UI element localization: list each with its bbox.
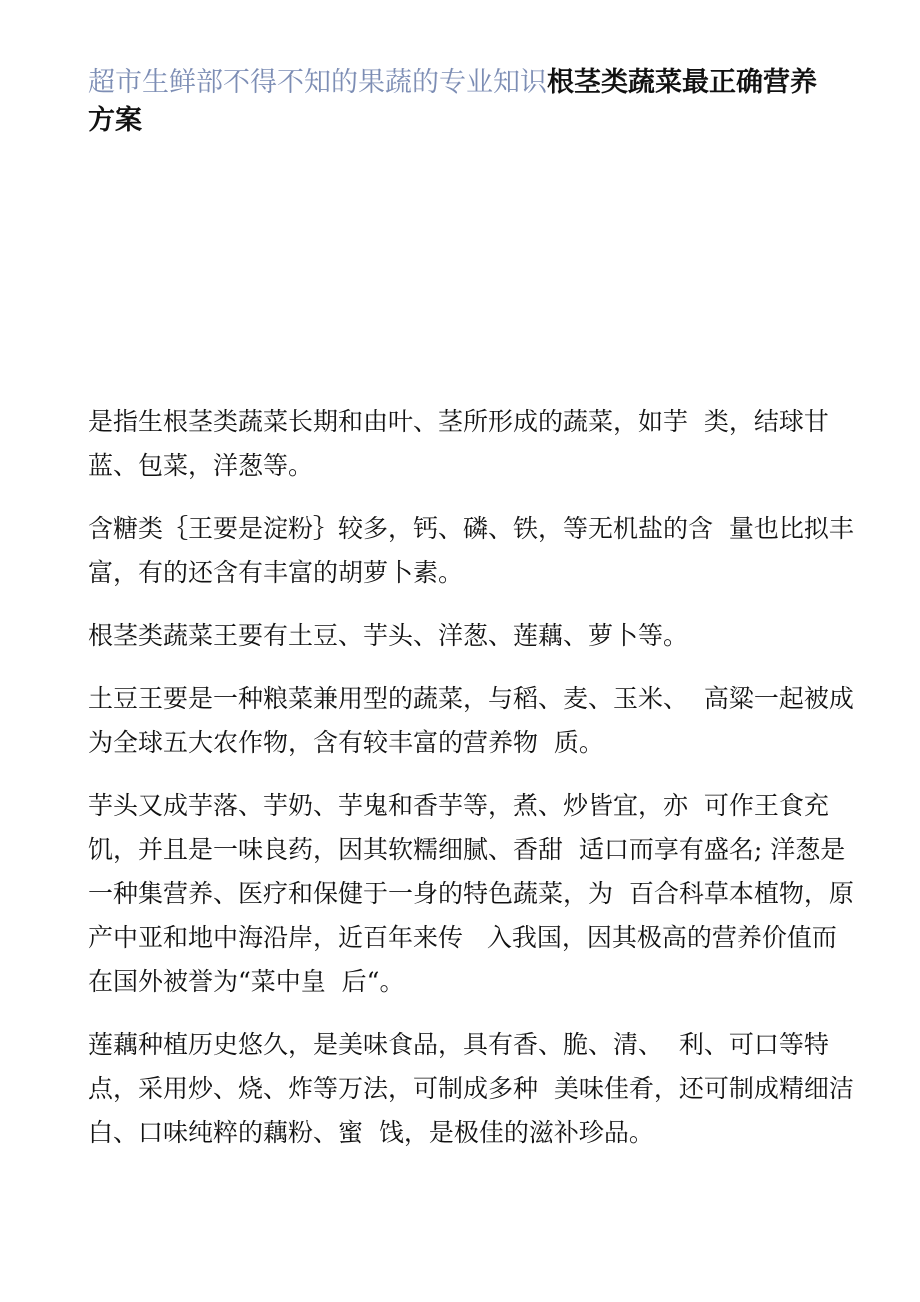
title-bold-part: 根茎类蔬菜最正确营养方案: [88, 67, 817, 136]
body-text: [88, 400, 858, 1174]
paragraph-lotus-root: 莲藕种植历史悠久，是美味食品，具有香、脆、清、 利、可口等特点，采用炒、烧、炸等万法，可制成多种 美味佳肴，还可制成精细洁白、口味纯粹的藕粉、蜜 饯，是极佳的滋补珍品。: [88, 1030, 854, 1147]
paragraph-taro-onion: 芋头又成芋落、芋奶、芋鬼和香芋等，煮、炒皆宜，亦 可作王食充饥，并且是一味良药，因其软糯细腻、香甜 适口而享有盛名; 洋葱是一种集营养、医疗和保健于一身的特色蔬菜，为 百合科草本植物，原产中亚和地中海沿岸，近百年来传 入我国，因其极高的营养价值而在国外被誉为“菜中皇 后“。: [88, 791, 854, 996]
title-light-part: 超市生鲜部不得不知的果蔬的专业知识: [88, 67, 547, 98]
paragraph-main-types: 根茎类蔬菜王要有土豆、芋头、洋葱、莲藕、萝卜等。: [88, 621, 689, 650]
paragraph-potato: 土豆王要是一种粮菜兼用型的蔬菜，与稻、麦、玉米、 高粱一起被成为全球五大农作物，含有较丰富的营养物 质。: [88, 684, 854, 757]
paragraph-nutrients: 含糖类｛王要是淀粉｝较多，钙、磷、铁，等无机盐的含 量也比拟丰富，有的还含有丰富的胡萝卜素。: [88, 514, 854, 587]
page-title: [88, 64, 828, 140]
paragraph-definition: 是指生根茎类蔬菜长期和由叶、茎所形成的蔬菜，如芋 类，结球甘蓝、包菜，洋葱等。: [88, 407, 829, 480]
